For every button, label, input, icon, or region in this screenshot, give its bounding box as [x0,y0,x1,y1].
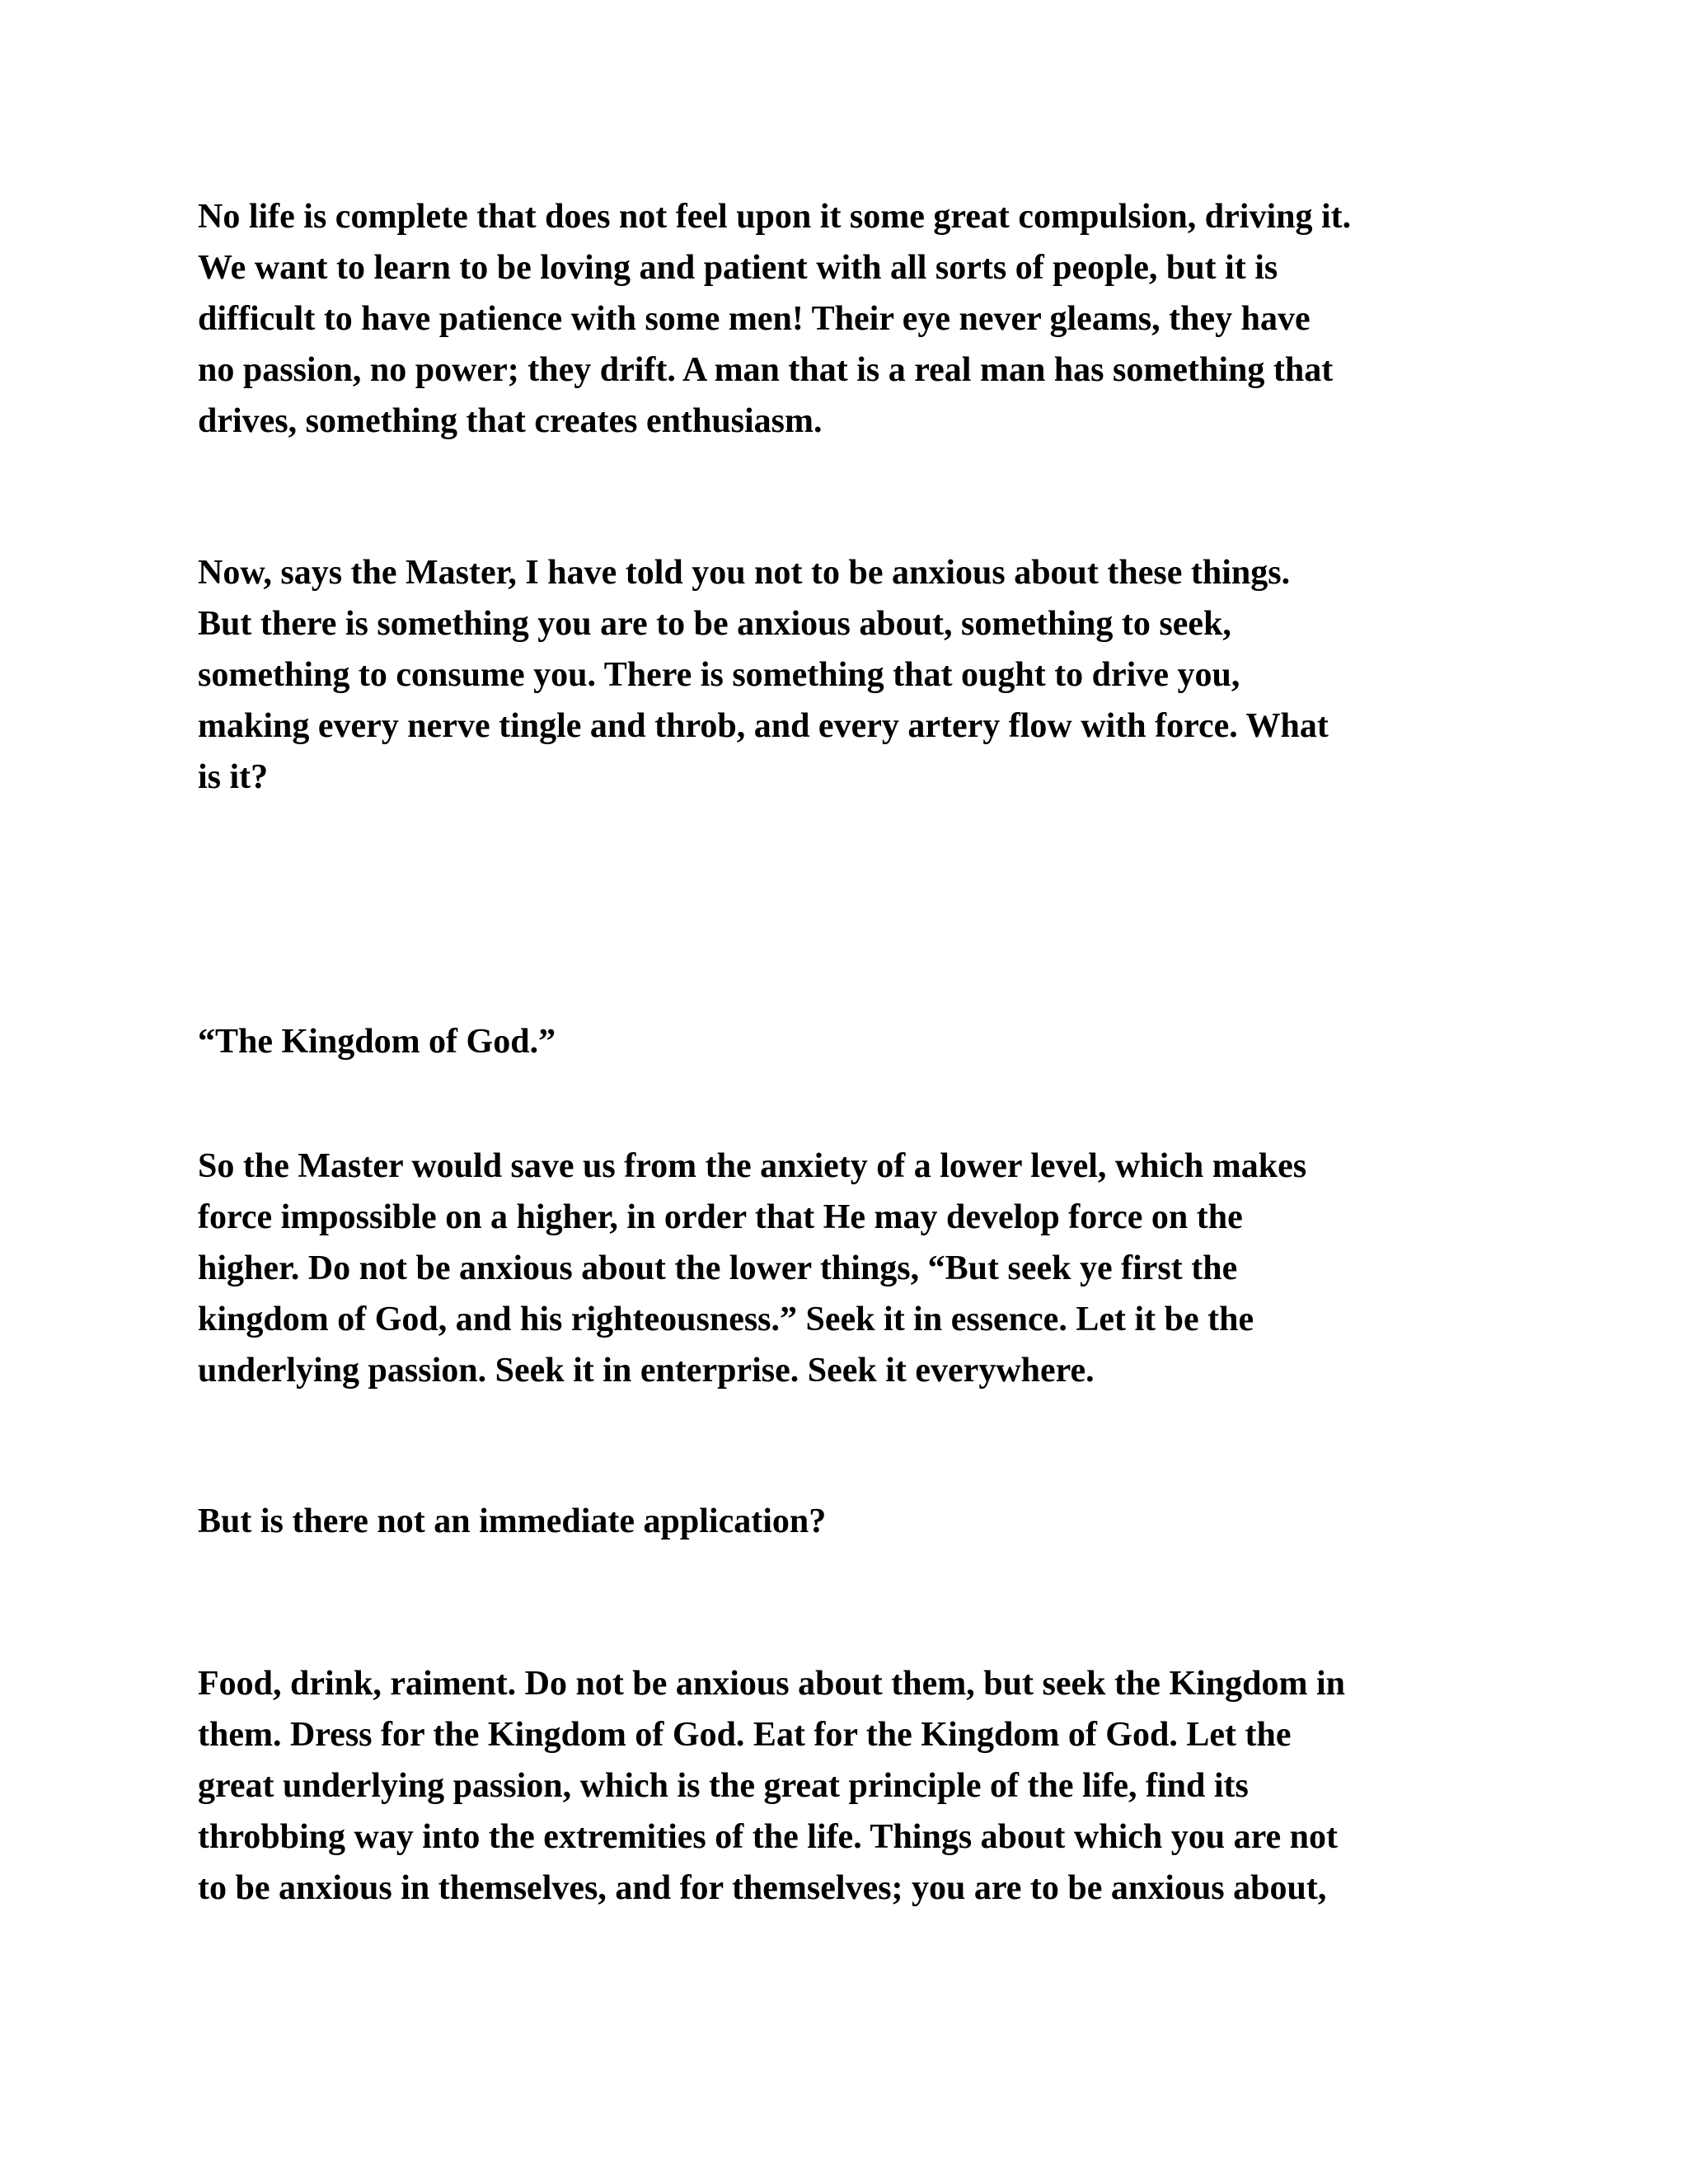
paragraph-kingdom-quote [198,1016,1484,1067]
text-line: is it? [198,758,269,796]
text-line: making every nerve tingle and throb, and every artery flow with force. What [198,707,1329,745]
text-line: “The Kingdom of God.” [198,1023,556,1061]
text-line: But there is something you are to be anxious about, something to seek, [198,605,1231,643]
text-line: But is there not an immediate application? [198,1502,827,1540]
text-line: Now, says the Master, I have told you not to be anxious about these things. [198,554,1291,592]
text-line: difficult to have patience with some men! Their eye never gleams, they have [198,300,1311,338]
text-line: kingdom of God, and his righteousness.” Seek it in essence. Let it be the [198,1301,1254,1338]
text-line: So the Master would save us from the anxiety of a lower level, which makes [198,1147,1307,1185]
text-line: something to consume you. There is something that ought to drive you, [198,656,1240,694]
text-line: higher. Do not be anxious about the lower things, “But seek ye first the [198,1249,1238,1287]
text-line: No life is complete that does not feel upon it some great compulsion, driving it. [198,198,1352,236]
paragraph-seek-first [198,1141,1484,1396]
text-line: them. Dress for the Kingdom of God. Eat for the Kingdom of God. Let the [198,1716,1292,1754]
text-line: great underlying passion, which is the great principle of the life, find its [198,1767,1249,1805]
paragraph-food-drink-raiment [198,1658,1484,1914]
text-line: throbbing way into the extremities of the life. Things about which you are not [198,1818,1338,1856]
text-line: no passion, no power; they drift. A man that is a real man has something that [198,351,1334,389]
paragraph-application-question [198,1496,1484,1547]
text-line: Food, drink, raiment. Do not be anxious about them, but seek the Kingdom in [198,1665,1346,1703]
paragraph-master-says [198,547,1484,803]
text-line: drives, something that creates enthusiasm. [198,402,823,440]
text-line: to be anxious in themselves, and for themselves; you are to be anxious about, [198,1869,1327,1907]
text-line: force impossible on a higher, in order that He may develop force on the [198,1198,1243,1236]
text-line: underlying passion. Seek it in enterprise. Seek it everywhere. [198,1352,1095,1390]
text-line: We want to learn to be loving and patient with all sorts of people, but it is [198,249,1278,287]
paragraph-compulsion [198,191,1484,447]
